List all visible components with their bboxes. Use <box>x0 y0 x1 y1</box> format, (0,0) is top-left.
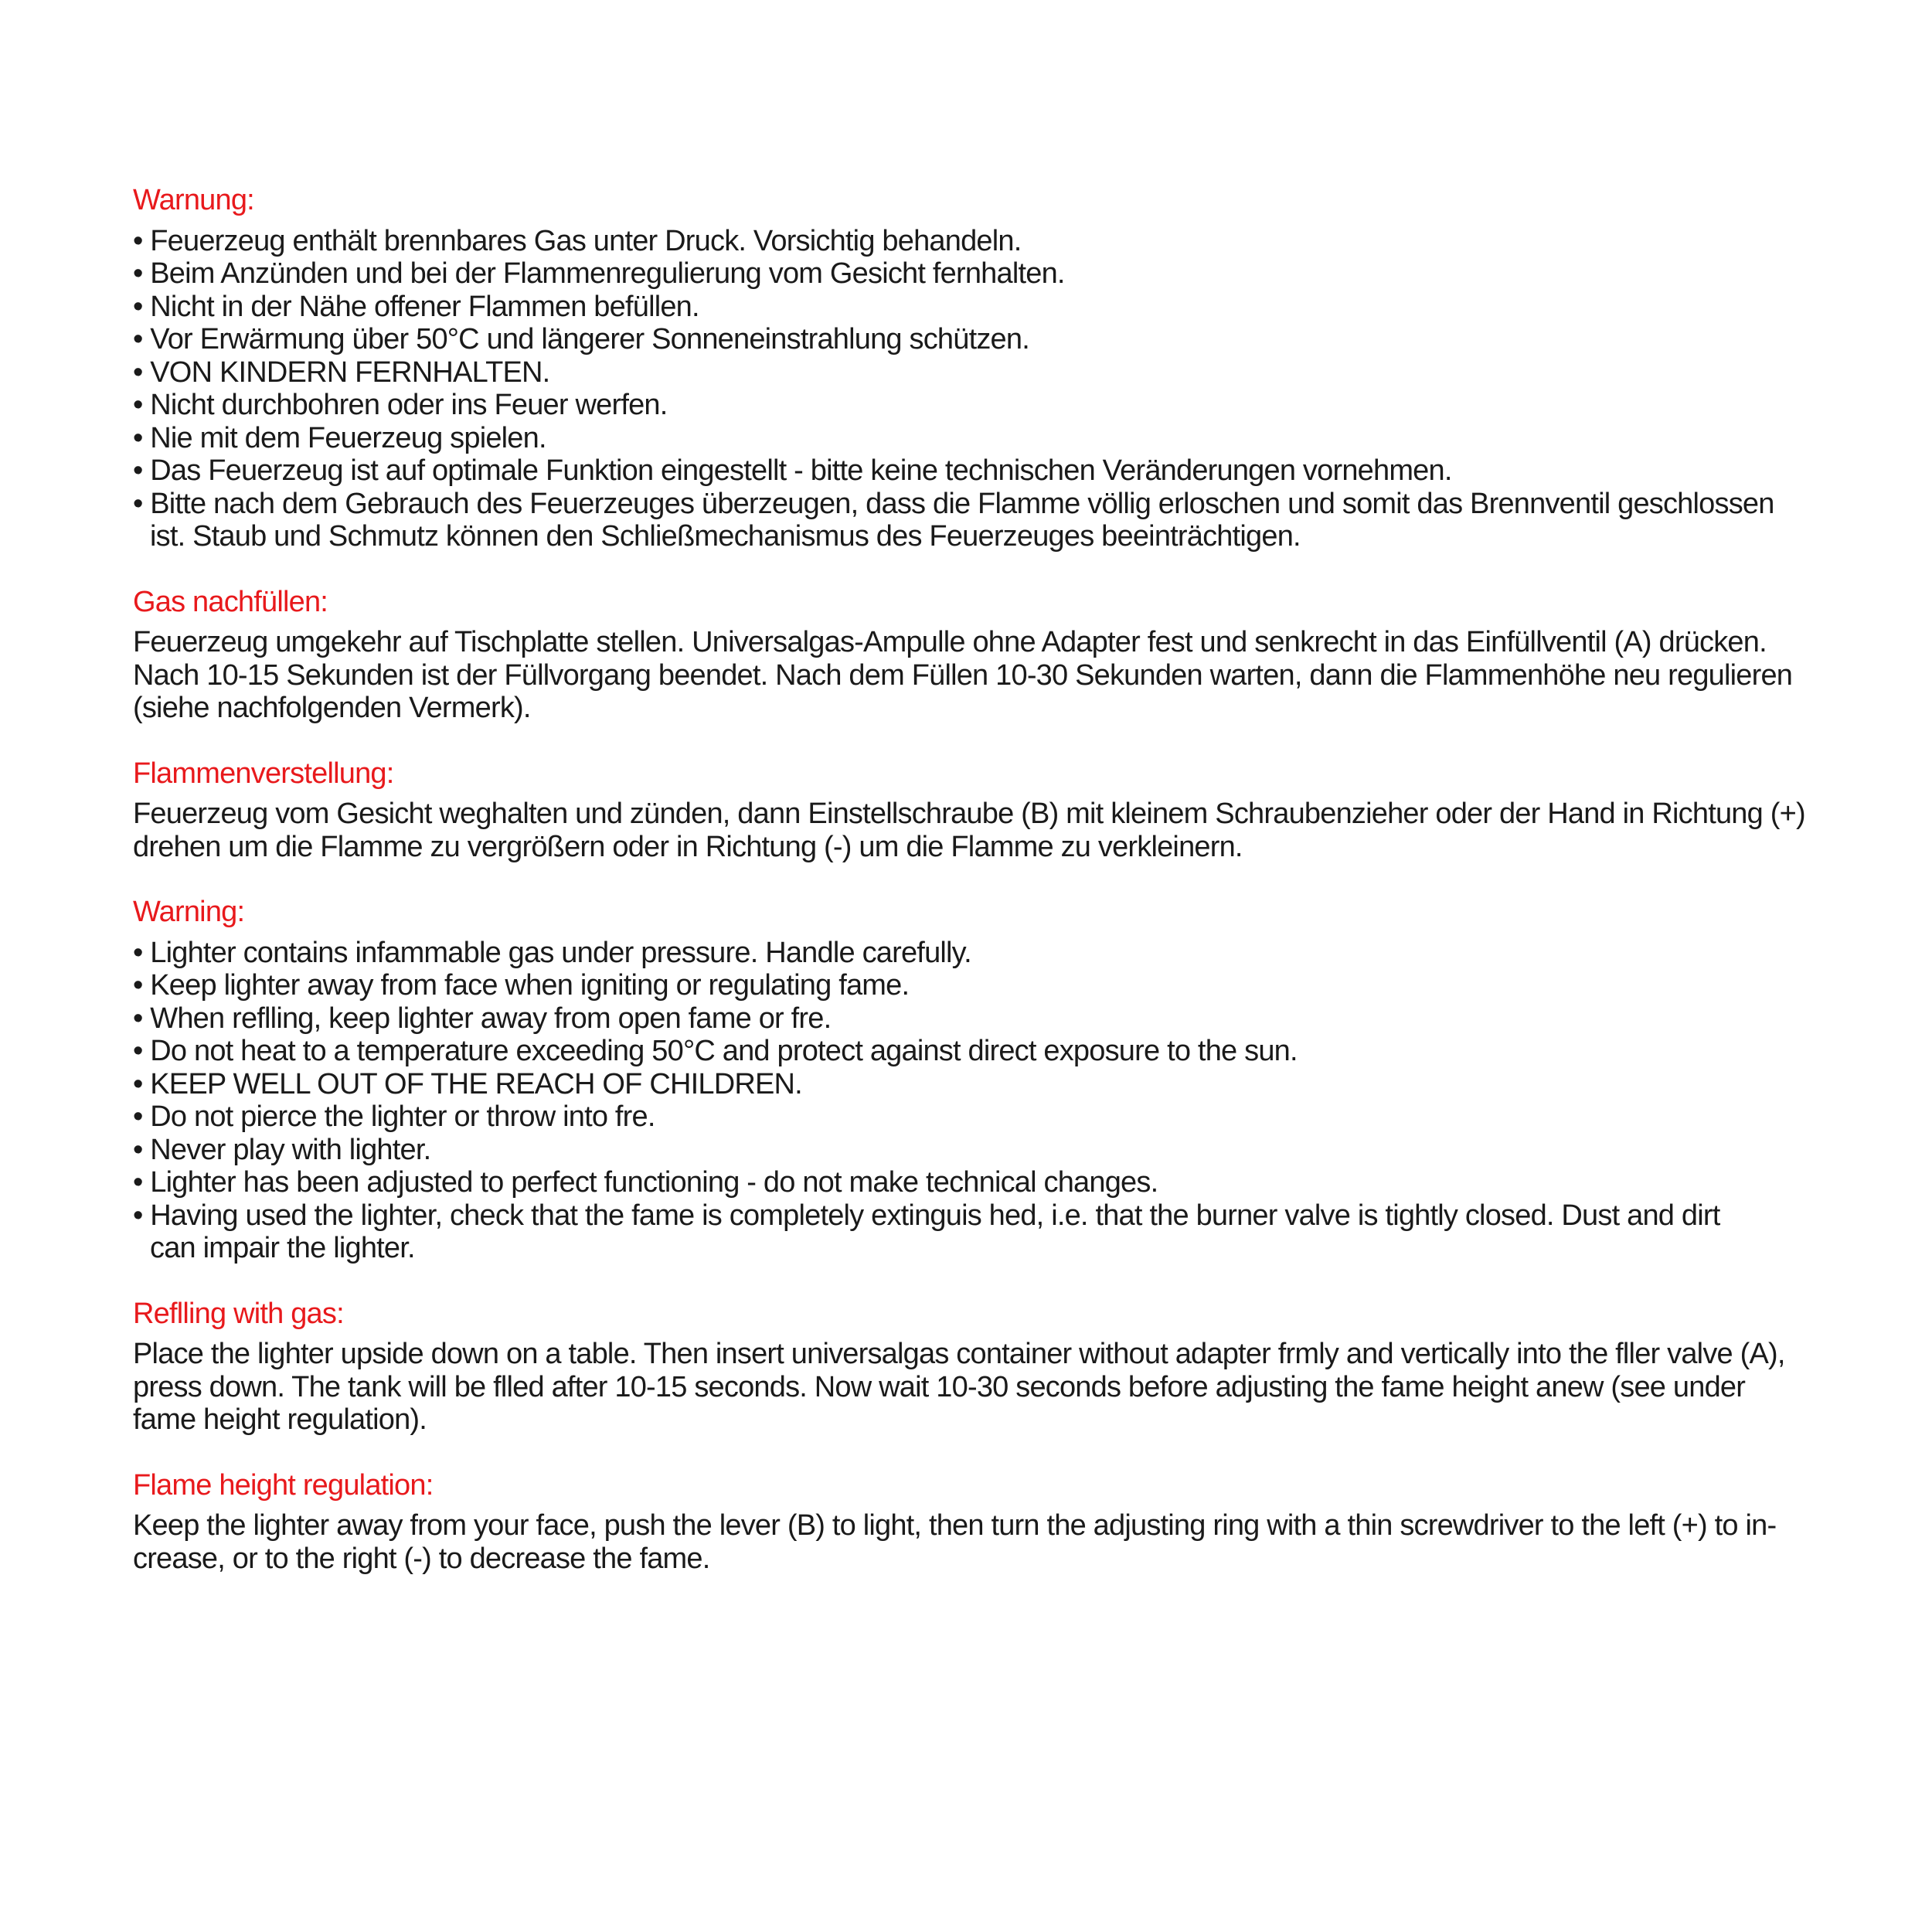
text-line: • Beim Anzünden und bei der Flammenregulierung vom Gesicht fernhalten. <box>133 257 1065 290</box>
section-heading: Gas nachfüllen: <box>133 585 328 618</box>
text-line: crease, or to the right (-) to decrease the fame. <box>133 1542 710 1575</box>
section-heading: Reflling with gas: <box>133 1297 344 1330</box>
section-warning-en <box>133 896 1841 1265</box>
text-line: • Never play with lighter. <box>133 1133 431 1166</box>
section-flame-height-regulation-en <box>133 1469 1841 1576</box>
text-line-continuation: ist. Staub und Schmutz können den Schließmechanismus des Feuerzeuges beeinträchtigen. <box>150 520 1301 553</box>
text-line: • Lighter contains infammable gas under pressure. Handle carefully. <box>133 936 971 969</box>
section-flammenverstellung-de <box>133 757 1841 864</box>
text-line-continuation: can impair the lighter. <box>150 1232 415 1264</box>
text-line: • Do not pierce the lighter or throw into fre. <box>133 1100 655 1133</box>
text-line: • Lighter has been adjusted to perfect functioning - do not make technical changes. <box>133 1166 1158 1199</box>
section-warnung-de <box>133 184 1841 553</box>
text-line: • Keep lighter away from face when igniting or regulating fame. <box>133 969 910 1002</box>
text-line: Feuerzeug vom Gesicht weghalten und zünden, dann Einstellschraube (B) mit kleinem Schraubenzieher oder der Hand in Richtung (+) <box>133 798 1805 830</box>
text-line: • VON KINDERN FERNHALTEN. <box>133 355 550 389</box>
text-line: • Nicht in der Nähe offener Flammen befüllen. <box>133 290 699 323</box>
text-line: Keep the lighter away from your face, push the lever (B) to light, then turn the adjusting ring with a thin screwdriver to the left (+) to in- <box>133 1509 1777 1542</box>
text-line: • Bitte nach dem Gebrauch des Feuerzeuges überzeugen, dass die Flamme völlig erloschen und somit das Brennventil geschlossen <box>133 487 1774 520</box>
text-line: drehen um die Flamme zu vergrößern oder in Richtung (-) um die Flamme zu verkleinern. <box>133 830 1243 863</box>
text-line: • Nie mit dem Feuerzeug spielen. <box>133 421 546 454</box>
text-line: • Nicht durchbohren oder ins Feuer werfen. <box>133 389 668 421</box>
lighter-instruction-document <box>133 184 1841 1575</box>
text-line: • Vor Erwärmung über 50°C und längerer Sonneneinstrahlung schützen. <box>133 323 1029 355</box>
section-heading: Warnung: <box>133 184 254 216</box>
section-heading: Warning: <box>133 896 245 928</box>
text-line: • KEEP WELL OUT OF THE REACH OF CHILDREN. <box>133 1067 802 1100</box>
text-line: fame height regulation). <box>133 1403 427 1436</box>
text-line: • Feuerzeug enthält brennbares Gas unter Druck. Vorsichtig behandeln. <box>133 224 1022 257</box>
text-line: Place the lighter upside down on a table. Then insert universalgas container without adapter frmly and vertically into the fller valve (A), <box>133 1338 1785 1370</box>
section-gas-nachfuellen-de <box>133 586 1841 725</box>
section-heading: Flame height regulation: <box>133 1468 434 1502</box>
text-line: • Do not heat to a temperature exceeding 50°C and protect against direct exposure to the sun. <box>133 1035 1298 1067</box>
section-heading: Flammenverstellung: <box>133 757 394 790</box>
section-refilling-with-gas-en <box>133 1298 1841 1437</box>
text-line: press down. The tank will be flled after 10-15 seconds. Now wait 10-30 seconds before adjusting the fame height anew (see under <box>133 1370 1746 1403</box>
text-line: Feuerzeug umgekehr auf Tischplatte stellen. Universalgas-Ampulle ohne Adapter fest und senkrecht in das Einfüllventil (A) drücken. <box>133 626 1767 658</box>
text-line: (siehe nachfolgenden Vermerk). <box>133 692 531 724</box>
text-line: Nach 10-15 Sekunden ist der Füllvorgang beendet. Nach dem Füllen 10-30 Sekunden warten, dann die Flammenhöhe neu regulieren <box>133 658 1793 692</box>
text-line: • Having used the lighter, check that the fame is completely extinguis hed, i.e. that the burner valve is tightly closed. Dust and dirt <box>133 1199 1720 1232</box>
text-line: • Das Feuerzeug ist auf optimale Funktion eingestellt - bitte keine technischen Veränderungen vornehmen. <box>133 454 1452 487</box>
text-line: • When reflling, keep lighter away from open fame or fre. <box>133 1002 832 1035</box>
